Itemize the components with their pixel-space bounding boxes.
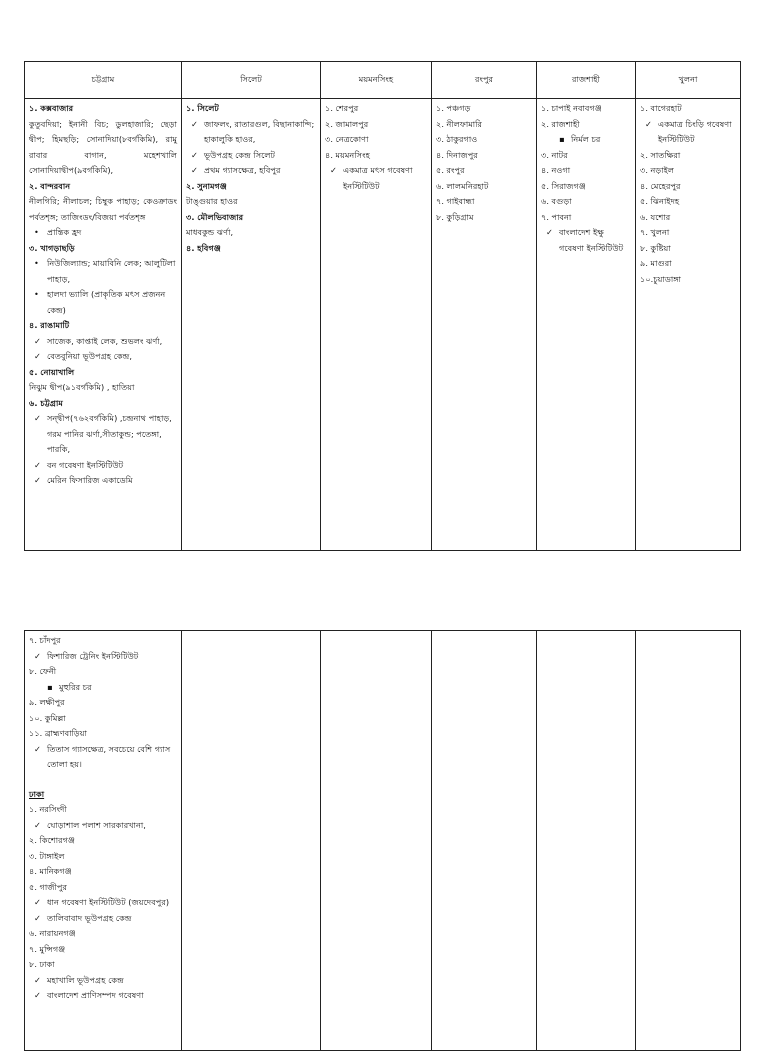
list-item-text: ঘোড়াশাল পলাশ সারকারখানা, xyxy=(47,819,146,830)
list-item-text: নির্মল চর xyxy=(571,134,601,144)
district-heading: ৬. চট্টগ্রাম xyxy=(29,397,63,408)
bullet-icon: • xyxy=(34,258,39,268)
list-text: ২. রাজশাহী xyxy=(541,118,580,129)
list-item-text: তিতাস গ্যাসক্ষেত্র, সবচেয়ে বেশি গ্যাস তোলা হয়। xyxy=(47,743,171,769)
checkmark-icon: ✓ xyxy=(34,650,41,661)
checkmark-icon: ✓ xyxy=(34,335,41,346)
list-text: কুতুবদিয়া; ইনানী বিচ; ডুলহাজারি; ছেড়া দ্বীপ; হিমছড়ি; সোনাদিয়া(৮বর্গকিমি), রামু রাবার বাগান, মহেশখালি সোনাদিয়াদ্বীপ(৯বর্গকিমি), xyxy=(29,118,177,175)
district-heading: ঢাকা xyxy=(29,788,45,799)
list-text: ১. পঞ্চগড় xyxy=(436,103,471,113)
list-text: টাঙ্গুয়ার হাওর xyxy=(186,196,238,206)
list-text: ৮. ঢাকা xyxy=(29,959,55,969)
list-item xyxy=(29,818,177,834)
cell-empty-4 xyxy=(432,631,537,1051)
list-item-text: প্রান্তিক হ্রদ xyxy=(47,227,82,237)
list-text: ১. শেরপুর xyxy=(325,103,359,113)
list-text: ৫. ঝিনাইদহ xyxy=(640,196,680,206)
list-item-text: একমাত্র মৎস গবেষণা ইনস্টিটিউট xyxy=(343,165,413,191)
header-chattogram: চট্টগ্রাম xyxy=(25,62,182,99)
list-text: ৭. পাবনা xyxy=(541,211,572,222)
list-item xyxy=(29,225,177,241)
list-text: ৬. নারায়নগঞ্জ xyxy=(29,928,76,938)
list-text: ৭. খুলনা xyxy=(640,227,670,237)
cell-empty-3 xyxy=(321,631,432,1051)
list-item xyxy=(29,473,177,489)
content-row xyxy=(25,631,741,1051)
list-text: ৫. সিরাজগঞ্জ xyxy=(541,180,586,191)
header-row xyxy=(25,62,741,99)
list-text: ১১. ব্রাহ্মণবাড়িয়া xyxy=(29,728,87,738)
list-item xyxy=(29,649,177,665)
division-table-bottom xyxy=(24,630,741,1051)
list-item-text: ভূউপগ্রহ কেন্দ্র সিলেট xyxy=(204,149,275,160)
list-item xyxy=(186,117,316,148)
list-text: ২. জামালপুর xyxy=(325,118,369,129)
cell-mymensingh xyxy=(321,99,432,551)
list-text: ৩. টাঙ্গাইল xyxy=(29,850,65,861)
district-heading: ৪. রাঙামাটি xyxy=(29,320,70,330)
list-text: ৮. কুড়িগ্রাম xyxy=(436,211,474,222)
list-item-text: সন্দ্বীপ(৭৬২বর্গকিমি) ,চন্দ্রনাথ পাহাড়, গরম পানির ঝর্ণা,সীতাকুন্ড; পতেঙ্গা, পারকি, xyxy=(47,413,172,454)
list-item xyxy=(29,411,177,458)
checkmark-icon: ✓ xyxy=(34,897,41,907)
checkmark-icon: ✓ xyxy=(34,459,41,470)
list-item xyxy=(186,163,316,179)
checkmark-icon: ✓ xyxy=(191,149,198,160)
checkmark-icon: ✓ xyxy=(645,118,652,129)
checkmark-icon: ✓ xyxy=(546,227,553,237)
list-item xyxy=(29,973,177,989)
header-rangpur: রংপুর xyxy=(432,62,537,99)
list-text: ৪. ময়মনসিংহ xyxy=(325,149,370,160)
checkmark-icon: ✓ xyxy=(34,990,41,1000)
list-item-text: বাংলাদেশ ইক্ষু গবেষণা ইনস্টিটিউট xyxy=(559,227,624,253)
list-item-text: মুহুরির চর xyxy=(59,681,92,692)
list-text: ২. সাতক্ষিরা xyxy=(640,149,681,160)
district-heading: ৩. খাগড়াছড়ি xyxy=(29,242,75,253)
district-heading: ২. সুনামগঞ্জ xyxy=(186,180,227,191)
header-mymensingh: ময়মনসিংহ xyxy=(321,62,432,99)
list-text: নিঝুম দ্বীপ(৯১বর্গকিমি) , হাতিয়া xyxy=(29,382,135,392)
list-text: ৪. মেহেরপুর xyxy=(640,180,681,191)
list-text: ৯. লক্ষীপুর xyxy=(29,697,65,707)
list-text: ১. চাপাই নবাবগঞ্জ xyxy=(541,103,602,113)
list-text: ৩. নাটর xyxy=(541,149,568,160)
list-text: ২. কিশোরগঞ্জ xyxy=(29,835,75,845)
list-text: ১. নরসিংদী xyxy=(29,804,67,814)
list-item-text: বেতবুনিয়া ভূউপগ্রহ কেন্দ্র, xyxy=(47,351,132,361)
list-item-text: মহাখালি ভূউপগ্রহ কেন্দ্র xyxy=(47,974,124,985)
list-item xyxy=(29,287,177,318)
list-item-text: জাফলং, রাতারগুল, বিছানাকান্দি; হাকালুকি হাওর, xyxy=(204,118,315,144)
cell-khulna xyxy=(636,99,741,551)
checkmark-icon: ✓ xyxy=(34,912,41,923)
list-text: ৬. লালমনিরহাট xyxy=(436,180,489,191)
list-text: ৬. বগুড়া xyxy=(541,196,572,206)
district-heading: ৪. হবিগঞ্জ xyxy=(186,242,221,253)
cell-empty-2 xyxy=(182,631,321,1051)
spacer xyxy=(29,773,177,787)
header-sylhet: সিলেট xyxy=(182,62,321,99)
checkmark-icon: ✓ xyxy=(330,165,337,175)
list-text: নীলগিরি; নীলাচল; চিম্বুক পাহাড়; কেওক্রাডং পর্বতশৃঙ্গ; তাজিংডং/বিজয়া পর্বতশৃঙ্গ xyxy=(29,196,177,222)
checkmark-icon: ✓ xyxy=(34,743,41,754)
division-table-top xyxy=(24,61,741,551)
list-text: ১. বাগেরহাট xyxy=(640,103,682,113)
header-rajshahi: রাজশাহী xyxy=(537,62,636,99)
district-heading: ১. সিলেট xyxy=(186,103,219,113)
checkmark-icon: ✓ xyxy=(191,118,198,129)
cell-empty-6 xyxy=(636,631,741,1051)
list-item xyxy=(29,911,177,927)
list-text: ৪. দিনাজপুর xyxy=(436,149,478,160)
list-item xyxy=(29,988,177,1004)
list-item xyxy=(29,895,177,911)
list-item-text: বন গবেষণা ইনস্টিটিউট xyxy=(47,459,124,470)
list-item-text: মেরিন ফিসারিজ একাডেমি xyxy=(47,475,133,485)
bullet-icon: • xyxy=(34,289,39,299)
list-text: ৭. মুন্সিগঞ্জ xyxy=(29,943,66,954)
list-item-text: তালিবাবাদ ভূউপগ্রহ কেন্দ্র xyxy=(47,912,132,923)
list-item-text: ফিশারিজ ট্রেনিং ইনস্টিটিউট xyxy=(47,650,139,661)
checkmark-icon: ✓ xyxy=(34,351,41,361)
list-item xyxy=(29,680,177,696)
list-item xyxy=(29,742,177,773)
cell-rajshahi xyxy=(537,99,636,551)
list-text: ৩. নড়াইল xyxy=(640,165,674,175)
checkmark-icon: ✓ xyxy=(191,165,198,175)
list-item-text: প্রথম গ্যাসক্ষেত্র, হবিপুর xyxy=(204,165,281,175)
cell-rangpur xyxy=(432,99,537,551)
list-text: ৯. মাগুরা xyxy=(640,258,672,268)
list-text: ৫. গাজীপুর xyxy=(29,881,67,892)
list-text: মাধবকুন্ড ঝর্ণা, xyxy=(186,227,234,237)
checkmark-icon: ✓ xyxy=(34,413,41,423)
list-text: ২. নীলফামারি xyxy=(436,118,482,129)
list-item xyxy=(325,163,427,194)
list-item-text: নিউজিল্যান্ড; মায়াবিনি লেক; আলুটিলা পাহাড়, xyxy=(47,258,176,284)
bullet-icon: ▪ xyxy=(47,681,53,692)
list-text: ৫. রংপুর xyxy=(436,165,465,175)
list-item xyxy=(186,148,316,164)
list-text: ৮. ফেনী xyxy=(29,666,57,676)
cell-chattogram xyxy=(25,99,182,551)
list-item-text: সাজেক, কাপ্তাই লেক, শুভলং ঝর্ণা, xyxy=(47,335,163,346)
header-khulna: খুলনা xyxy=(636,62,741,99)
list-text: ১০.চুয়াডাঙ্গা xyxy=(640,273,682,284)
list-text: ১০. কুমিল্লা xyxy=(29,712,66,723)
list-text: ৩. ঠাকুরগাও xyxy=(436,134,478,144)
list-item xyxy=(29,256,177,287)
cell-empty-5 xyxy=(537,631,636,1051)
list-item-text: একমাত্র চিংড়ি গবেষণা ইনস্টিটিউট xyxy=(658,118,732,144)
list-text: ৭. চাঁদপুর xyxy=(29,635,61,645)
list-item xyxy=(541,132,631,148)
bullet-icon: • xyxy=(34,227,39,237)
checkmark-icon: ✓ xyxy=(34,475,41,485)
district-heading: ২. বান্দরবান xyxy=(29,180,71,191)
list-item-text: হালদা ভ্যালি (প্রাকৃতিক মৎস প্রজনন কেন্দ্র) xyxy=(47,289,166,315)
list-text: ৬. যশোর xyxy=(640,211,671,222)
list-text: ৪. নওগা xyxy=(541,165,571,175)
cell-sylhet xyxy=(182,99,321,551)
list-item xyxy=(541,225,631,256)
content-row xyxy=(25,99,741,551)
checkmark-icon: ✓ xyxy=(34,819,41,830)
list-item xyxy=(640,117,736,148)
list-item xyxy=(29,334,177,350)
list-text: ৩. নেত্রকোণা xyxy=(325,134,369,144)
cell-chattogram-dhaka xyxy=(25,631,182,1051)
list-text: ৭. গাইবান্ধা xyxy=(436,196,475,206)
district-heading: ১. কক্সবাজার xyxy=(29,103,74,113)
list-item-text: বাংলাদেশ প্রাণিসম্পদ গবেষণা xyxy=(47,990,144,1000)
list-item xyxy=(29,349,177,365)
bullet-icon: ▪ xyxy=(559,134,565,144)
checkmark-icon: ✓ xyxy=(34,974,41,985)
list-item-text: ধান গবেষণা ইনস্টিটিউট (জয়দেবপুর) xyxy=(47,897,170,907)
district-heading: ৩. মৌলভিবাজার xyxy=(186,211,244,222)
district-heading: ৫. নোয়াখালি xyxy=(29,366,75,377)
list-text: ৪. মানিকগঞ্জ xyxy=(29,866,72,876)
list-text: ৮. কুষ্টিয়া xyxy=(640,242,671,253)
list-item xyxy=(29,458,177,474)
